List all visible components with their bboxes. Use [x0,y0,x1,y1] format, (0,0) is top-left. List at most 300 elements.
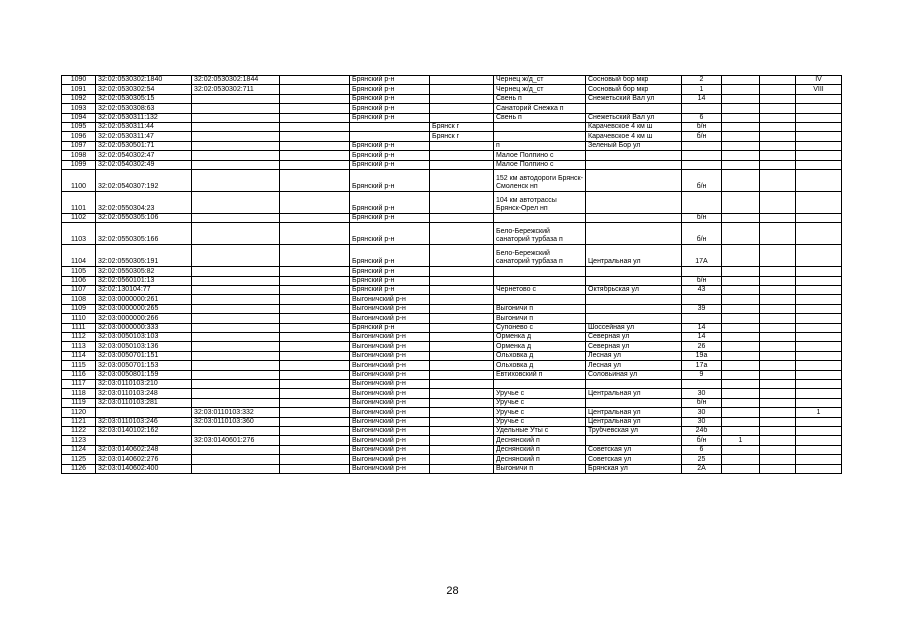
cell-extra-col-1 [722,191,760,213]
cell-city [430,213,494,222]
cell-cadastral-number: 32:02:0550304:23 [96,191,192,213]
cell-empty-col [280,267,350,276]
cell-cadastral-number: 32:03:0110103:248 [96,389,192,398]
cell-city [430,408,494,417]
cell-cadastral-number-alt: 32:03:0140601:276 [192,436,280,445]
table-row [62,151,842,160]
cell-category [796,213,842,222]
cell-category [796,295,842,304]
cell-category [796,245,842,267]
cell-cadastral-number: 32:02:0530311:132 [96,113,192,122]
cell-cadastral-number: 32:02:0560101:13 [96,276,192,285]
cell-row-number: 1101 [62,191,96,213]
cell-category [796,464,842,473]
cell-house-number: 2А [682,464,722,473]
cell-city [430,379,494,388]
cell-street [586,223,682,245]
cell-district: Выгоничский р-н [350,342,430,351]
cell-settlement: Бело-Бережский санаторий турбаза п [494,223,586,245]
cell-category [796,314,842,323]
cell-row-number: 1091 [62,85,96,94]
cell-street: Снежетьский Вал ул [586,94,682,103]
cell-city: Брянск г [430,122,494,131]
cell-extra-col-2 [760,276,796,285]
table-row [62,314,842,323]
cell-extra-col-2 [760,104,796,113]
cell-street: Трубчевская ул [586,426,682,435]
cell-district: Выгоничский р-н [350,304,430,313]
cell-extra-col-1 [722,85,760,94]
cell-city [430,245,494,267]
cell-category [796,304,842,313]
cell-row-number: 1095 [62,122,96,131]
cell-cadastral-number: 32:02:0540307:192 [96,169,192,191]
cell-cadastral-number-alt [192,267,280,276]
cell-row-number: 1105 [62,267,96,276]
cell-category [796,151,842,160]
cell-district [350,132,430,141]
cell-settlement: Бело-Бережский санаторий турбаза п [494,245,586,267]
cell-extra-col-1 [722,160,760,169]
table-row [62,323,842,332]
cell-cadastral-number-alt [192,351,280,360]
table-row [62,351,842,360]
cell-city [430,389,494,398]
cell-settlement: Деснянский п [494,436,586,445]
cell-city: Брянск г [430,132,494,141]
cell-cadastral-number: 32:03:0050701:151 [96,351,192,360]
cell-street: Лесная ул [586,361,682,370]
cell-category [796,455,842,464]
cell-extra-col-2 [760,94,796,103]
cell-city [430,76,494,85]
cell-cadastral-number: 32:03:0050701:153 [96,361,192,370]
cell-cadastral-number: 32:02:0550305:166 [96,223,192,245]
cell-extra-col-1 [722,333,760,342]
cell-empty-col [280,104,350,113]
cell-house-number: 1 [682,85,722,94]
cell-city [430,323,494,332]
cell-house-number: 14 [682,323,722,332]
cell-row-number: 1092 [62,94,96,103]
cell-settlement: Выгоничи п [494,304,586,313]
cell-house-number [682,314,722,323]
table-row [62,122,842,131]
cell-empty-col [280,213,350,222]
cell-cadastral-number: 32:03:0050103:103 [96,333,192,342]
cell-empty-col [280,94,350,103]
table-row [62,417,842,426]
cell-district: Брянский р-н [350,94,430,103]
cell-category [796,286,842,295]
cell-house-number: 19а [682,351,722,360]
cell-cadastral-number: 32:03:0000000:333 [96,323,192,332]
cell-category: VIII [796,85,842,94]
cell-district: Брянский р-н [350,323,430,332]
cell-extra-col-2 [760,333,796,342]
cell-district: Выгоничский р-н [350,361,430,370]
cell-cadastral-number-alt [192,286,280,295]
table-row [62,398,842,407]
cell-city [430,351,494,360]
cell-settlement [494,379,586,388]
cell-city [430,455,494,464]
cell-cadastral-number-alt [192,169,280,191]
cell-extra-col-2 [760,351,796,360]
cell-row-number: 1111 [62,323,96,332]
cell-row-number: 1097 [62,141,96,150]
cell-district [350,122,430,131]
cell-empty-col [280,169,350,191]
cell-house-number: 30 [682,389,722,398]
cell-empty-col [280,351,350,360]
cell-row-number: 1108 [62,295,96,304]
cell-cadastral-number-alt [192,213,280,222]
cell-cadastral-number: 32:02:0530302:54 [96,85,192,94]
cell-house-number [682,104,722,113]
cell-settlement: п [494,141,586,150]
cell-row-number: 1126 [62,464,96,473]
cell-house-number: 17А [682,245,722,267]
cell-city [430,361,494,370]
cell-district: Брянский р-н [350,286,430,295]
cell-category [796,141,842,150]
cell-row-number: 1114 [62,351,96,360]
table-row [62,160,842,169]
cell-city [430,191,494,213]
cell-cadastral-number-alt [192,314,280,323]
cell-extra-col-1 [722,379,760,388]
cell-street: Лесная ул [586,351,682,360]
cell-city [430,160,494,169]
cell-city [430,370,494,379]
cell-district: Выгоничский р-н [350,351,430,360]
cell-street [586,304,682,313]
cell-empty-col [280,455,350,464]
cell-city [430,223,494,245]
table-row [62,76,842,85]
cell-empty-col [280,85,350,94]
table-row [62,191,842,213]
cell-street [586,314,682,323]
cell-extra-col-1 [722,361,760,370]
cell-extra-col-1 [722,122,760,131]
cell-extra-col-1 [722,286,760,295]
cell-settlement [494,213,586,222]
cell-house-number [682,295,722,304]
cell-settlement: Малое Полпино с [494,160,586,169]
cell-cadastral-number-alt [192,141,280,150]
cell-row-number: 1112 [62,333,96,342]
cell-extra-col-1 [722,151,760,160]
cell-house-number: б/н [682,436,722,445]
cell-street: Соловьиная ул [586,370,682,379]
cell-city [430,314,494,323]
cell-city [430,398,494,407]
cell-empty-col [280,398,350,407]
cell-extra-col-1 [722,76,760,85]
cell-empty-col [280,122,350,131]
cell-extra-col-1 [722,304,760,313]
cell-cadastral-number-alt [192,160,280,169]
cell-cadastral-number: 32:03:0110103:246 [96,417,192,426]
cell-category [796,333,842,342]
cell-settlement: Чернец ж/д_ст [494,76,586,85]
cell-cadastral-number: 32:02:0540302:49 [96,160,192,169]
cell-row-number: 1117 [62,379,96,388]
cell-settlement: Выгоничи п [494,464,586,473]
cell-extra-col-1 [722,94,760,103]
cell-street: Советская ул [586,455,682,464]
cell-cadastral-number: 32:02:0530311:47 [96,132,192,141]
cell-extra-col-1 [722,267,760,276]
cell-street: Карачевское 4 км ш [586,132,682,141]
cell-empty-col [280,417,350,426]
cell-settlement: Ольховка д [494,351,586,360]
cell-city [430,342,494,351]
cell-street [586,398,682,407]
cell-extra-col-1 [722,141,760,150]
cell-row-number: 1099 [62,160,96,169]
cell-district: Брянский р-н [350,267,430,276]
cell-extra-col-1 [722,104,760,113]
table-row [62,104,842,113]
cell-extra-col-1 [722,389,760,398]
table-row [62,94,842,103]
cell-extra-col-1 [722,342,760,351]
register-table-body [62,76,842,474]
cell-extra-col-1 [722,276,760,285]
cell-empty-col [280,389,350,398]
cell-street [586,160,682,169]
cell-extra-col-1 [722,351,760,360]
cell-row-number: 1115 [62,361,96,370]
cell-extra-col-2 [760,151,796,160]
cell-cadastral-number-alt [192,455,280,464]
cell-extra-col-1 [722,455,760,464]
cell-house-number [682,160,722,169]
cell-row-number: 1123 [62,436,96,445]
cell-extra-col-1 [722,113,760,122]
cell-extra-col-2 [760,132,796,141]
cell-city [430,304,494,313]
cell-house-number: б/н [682,276,722,285]
cell-cadastral-number-alt [192,464,280,473]
cell-extra-col-1: 1 [722,436,760,445]
cell-city [430,276,494,285]
cell-house-number: 14 [682,333,722,342]
cell-category [796,342,842,351]
cell-settlement: Чернец ж/д_ст [494,85,586,94]
cell-street: Снежетьский Вал ул [586,113,682,122]
table-row [62,85,842,94]
cell-settlement [494,267,586,276]
cell-district: Брянский р-н [350,160,430,169]
cell-cadastral-number: 32:02:0550305:191 [96,245,192,267]
cell-extra-col-1 [722,169,760,191]
table-row [62,223,842,245]
cell-street [586,151,682,160]
cell-street: Зеленый Бор ул [586,141,682,150]
cell-district: Брянский р-н [350,245,430,267]
cell-settlement: Уручье с [494,417,586,426]
cell-empty-col [280,76,350,85]
cell-cadastral-number: 32:02:0530302:1840 [96,76,192,85]
cell-extra-col-1 [722,132,760,141]
cell-extra-col-2 [760,323,796,332]
table-row [62,379,842,388]
cell-category [796,370,842,379]
table-row [62,333,842,342]
cell-extra-col-2 [760,286,796,295]
cell-empty-col [280,379,350,388]
cell-category [796,436,842,445]
cell-cadastral-number: 32:03:0110103:210 [96,379,192,388]
cell-extra-col-2 [760,417,796,426]
cell-extra-col-2 [760,455,796,464]
cell-extra-col-2 [760,398,796,407]
cell-cadastral-number: 32:03:0000000:265 [96,304,192,313]
cell-street [586,295,682,304]
cell-cadastral-number-alt [192,104,280,113]
cell-house-number: 30 [682,417,722,426]
cell-empty-col [280,426,350,435]
cell-house-number: 2 [682,76,722,85]
table-row [62,213,842,222]
table-row [62,267,842,276]
cell-settlement: 104 км автотрассы Брянск-Орел нп [494,191,586,213]
cell-row-number: 1113 [62,342,96,351]
cell-extra-col-2 [760,361,796,370]
cell-empty-col [280,141,350,150]
cell-extra-col-2 [760,304,796,313]
cell-settlement: Уручье с [494,389,586,398]
table-row [62,455,842,464]
table-row [62,370,842,379]
cell-row-number: 1110 [62,314,96,323]
cell-settlement: Уручье с [494,398,586,407]
table-row [62,304,842,313]
cell-category [796,361,842,370]
cell-cadastral-number: 32:02:0530501:71 [96,141,192,150]
cell-extra-col-2 [760,85,796,94]
table-row [62,361,842,370]
cell-row-number: 1121 [62,417,96,426]
cell-cadastral-number [96,436,192,445]
cell-settlement: Супонево с [494,323,586,332]
cell-district: Брянский р-н [350,76,430,85]
cell-city [430,464,494,473]
cell-city [430,436,494,445]
cell-extra-col-2 [760,426,796,435]
cell-extra-col-2 [760,295,796,304]
cell-category [796,417,842,426]
cell-cadastral-number-alt [192,151,280,160]
cell-cadastral-number: 32:03:0140602:276 [96,455,192,464]
cell-extra-col-2 [760,445,796,454]
cell-extra-col-2 [760,122,796,131]
cell-cadastral-number: 32:03:0000000:261 [96,295,192,304]
cell-house-number: 6 [682,113,722,122]
page-number: 28 [446,585,459,597]
cell-cadastral-number: 32:03:0140602:400 [96,464,192,473]
cell-extra-col-2 [760,245,796,267]
cell-empty-col [280,333,350,342]
cell-cadastral-number: 32:02:0550305:106 [96,213,192,222]
cell-row-number: 1124 [62,445,96,454]
cell-empty-col [280,304,350,313]
cell-cadastral-number-alt [192,113,280,122]
cell-house-number: б/н [682,122,722,131]
cell-category [796,94,842,103]
cell-cadastral-number: 32:03:0050801:159 [96,370,192,379]
cell-settlement: Свень п [494,113,586,122]
cell-category [796,160,842,169]
cell-extra-col-2 [760,76,796,85]
cell-extra-col-1 [722,314,760,323]
cell-extra-col-1 [722,426,760,435]
cell-city [430,85,494,94]
cell-house-number: 39 [682,304,722,313]
cell-settlement: Деснянский п [494,445,586,454]
table-row [62,286,842,295]
cell-district: Брянский р-н [350,151,430,160]
cell-settlement: 152 км автодороги Брянск-Смоленск нп [494,169,586,191]
table-row [62,342,842,351]
cell-street: Центральная ул [586,417,682,426]
cell-row-number: 1094 [62,113,96,122]
cell-category [796,113,842,122]
cell-city [430,151,494,160]
cell-extra-col-2 [760,223,796,245]
cell-empty-col [280,276,350,285]
cell-extra-col-2 [760,408,796,417]
cell-cadastral-number-alt: 32:03:0110103:332 [192,408,280,417]
cell-category [796,104,842,113]
cell-cadastral-number-alt [192,122,280,131]
cell-cadastral-number-alt [192,398,280,407]
cell-cadastral-number-alt [192,132,280,141]
cell-street: Брянская ул [586,464,682,473]
cell-extra-col-1 [722,223,760,245]
cell-cadastral-number: 32:03:0140602:248 [96,445,192,454]
cell-street: Центральная ул [586,408,682,417]
cell-house-number: 17а [682,361,722,370]
table-row [62,276,842,285]
cell-house-number: б/н [682,169,722,191]
cell-city [430,267,494,276]
cell-empty-col [280,323,350,332]
cell-row-number: 1103 [62,223,96,245]
cell-cadastral-number-alt [192,389,280,398]
cell-city [430,426,494,435]
cell-cadastral-number-alt [192,426,280,435]
cell-street: Центральная ул [586,245,682,267]
table-row [62,445,842,454]
cell-extra-col-1 [722,213,760,222]
cell-cadastral-number-alt [192,223,280,245]
cell-district: Выгоничский р-н [350,417,430,426]
cell-street: Северная ул [586,342,682,351]
cell-street: Шоссейная ул [586,323,682,332]
cell-extra-col-1 [722,417,760,426]
cell-extra-col-2 [760,141,796,150]
cell-row-number: 1090 [62,76,96,85]
cell-row-number: 1102 [62,213,96,222]
cell-settlement [494,132,586,141]
cell-street: Центральная ул [586,389,682,398]
cell-district: Выгоничский р-н [350,389,430,398]
